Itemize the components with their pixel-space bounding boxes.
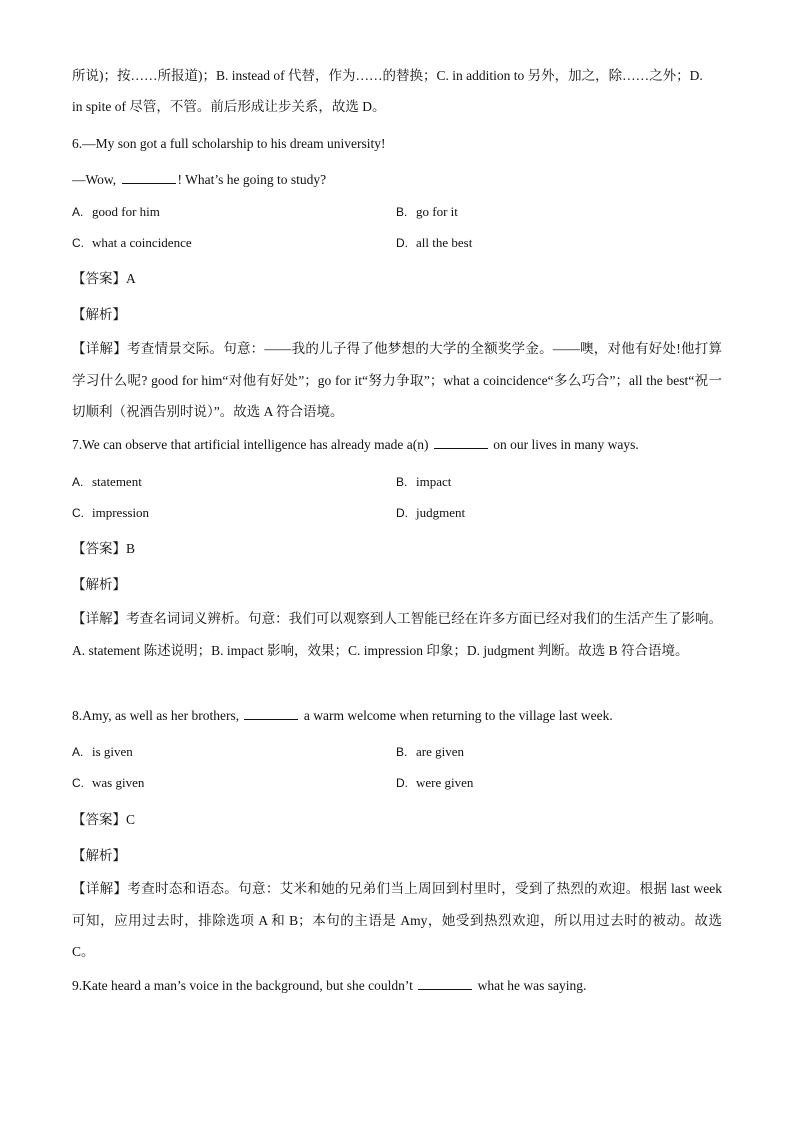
prev-explanation-line-1: 所说)；按……所报道)；B. instead of 代替，作为……的替换；C. in addition to 另外，加之，除……之外；D. bbox=[72, 68, 703, 83]
q6-blank bbox=[122, 171, 176, 184]
q6-stem-after: ! What’s he going to study? bbox=[177, 172, 327, 187]
q8-option-c: C. was given bbox=[72, 775, 145, 790]
q6-analysis-label: 【解析】 bbox=[72, 307, 126, 322]
q6-stem-line-1: 6.—My son got a full scholarship to his dream university! bbox=[72, 136, 386, 151]
q7-option-a: A. statement bbox=[72, 474, 142, 489]
q8-option-b: B. are given bbox=[396, 744, 465, 759]
q7-analysis-label: 【解析】 bbox=[72, 577, 126, 592]
q8-detail: 【详解】考查时态和语态。句意：艾米和她的兄弟们当上周回到村里时，受到了热烈的欢迎。根据 last week 可知，应用过去时，排除选项 A 和 B；本句的主语是 Amy，她受到热烈欢迎，所以用过去时的被动。故选 C。 bbox=[72, 881, 723, 959]
q7-answer: 【答案】B bbox=[72, 541, 136, 557]
q6-answer: 【答案】A bbox=[72, 271, 136, 287]
q7-option-b: B. impact bbox=[396, 474, 452, 489]
q8-blank bbox=[244, 707, 298, 720]
q7-blank bbox=[434, 436, 488, 449]
q6-option-b: B. go for it bbox=[396, 204, 458, 219]
prev-explanation-line-2: in spite of 尽管，不管。前后形成让步关系，故选 D。 bbox=[72, 99, 386, 114]
q7-option-c: C. impression bbox=[72, 505, 150, 520]
q9-blank bbox=[418, 977, 472, 990]
q8-stem: 8.Amy, as well as her brothers, a warm welcome when returning to the village last week. bbox=[72, 708, 613, 723]
q8-answer: 【答案】C bbox=[72, 812, 136, 828]
q6-option-d: D. all the best bbox=[396, 235, 473, 250]
q8-option-a: A. is given bbox=[72, 744, 133, 759]
q7-detail: 【详解】考查名词词义辨析。句意：我们可以观察到人工智能已经在许多方面已经对我们的生活产生了影响。A. statement 陈述说明；B. impact 影响，效果；C. impression 印象；D. judgment 判断。故选 B 符合语境。 bbox=[72, 611, 723, 658]
q6-stem-before: —Wow, bbox=[72, 172, 120, 187]
q6-detail: 【详解】考查情景交际。句意：——我的儿子得了他梦想的大学的全额奖学金。——噢，对他有好处!他打算学习什么呢? good for him“对他有好处”；go for it“努力争取”；what a coincidence“多么巧合”；all the best“祝一切顺利（祝酒告别时说）”。故选 A 符合语境。 bbox=[72, 341, 723, 419]
q6-option-a: A. good for him bbox=[72, 204, 160, 219]
q8-option-d: D. were given bbox=[396, 775, 474, 790]
q6-option-c: C. what a coincidence bbox=[72, 235, 192, 250]
q6-stem-line-2 bbox=[72, 171, 326, 189]
q7-stem: 7.We can observe that artificial intelligence has already made a(n) on our lives in many ways. bbox=[72, 437, 639, 452]
q7-option-d: D. judgment bbox=[396, 505, 466, 520]
q8-analysis-label: 【解析】 bbox=[72, 848, 126, 863]
q9-stem: 9.Kate heard a man’s voice in the background, but she couldn’t what he was saying. bbox=[72, 978, 587, 993]
